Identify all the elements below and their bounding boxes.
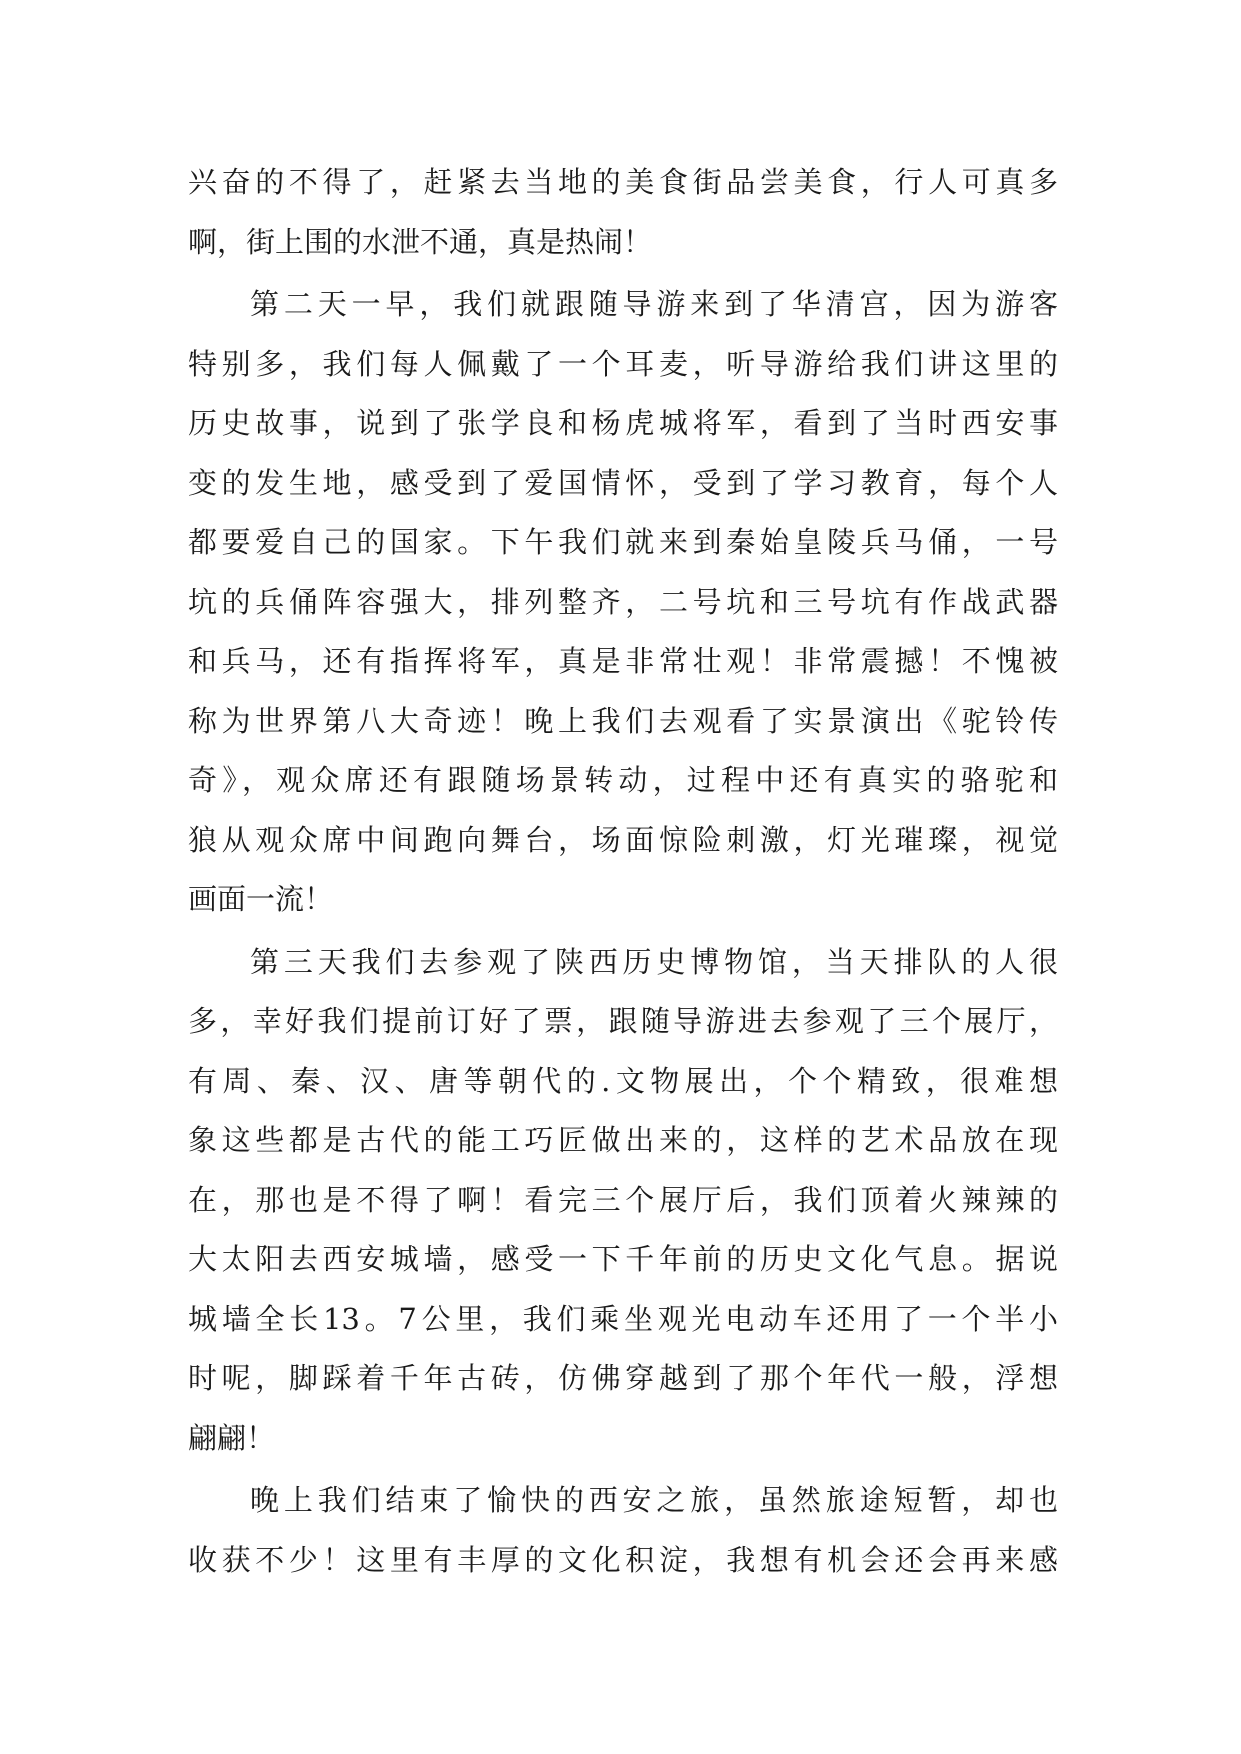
body-text (188, 153, 1058, 1590)
text-line: 历史故事，说到了张学良和杨虎城将军，看到了当时西安事 (188, 406, 1058, 440)
text-line: 在，那也是不得了啊！看完三个展厅后，我们顶着火辣辣的 (188, 1182, 1058, 1217)
text-line: 坑的兵俑阵容强大，排列整齐，二号坑和三号坑有作战武器 (188, 584, 1058, 619)
text-line: 和兵马，还有指挥将军，真是非常壮观！非常震撼！不愧被 (188, 644, 1058, 678)
text-line: 城墙全长13。7公里，我们乘坐观光电动车还用了一个半小 (188, 1301, 1058, 1336)
text-line: 奇》，观众席还有跟随场景转动，过程中还有真实的骆驼和 (188, 763, 1058, 797)
text-line: 狼从观众席中间跑向舞台，场面惊险刺激，灯光璀璨，视觉 (188, 822, 1058, 857)
text-line: 翩翩！ (188, 1420, 276, 1455)
text-line: 时呢，脚踩着千年古砖，仿佛穿越到了那个年代一般，浮想 (188, 1361, 1058, 1395)
text-line: 有周、秦、汉、唐等朝代的.文物展出，个个精致，很难想 (188, 1063, 1058, 1098)
paragraph-start-line: 晚上我们结束了愉快的西安之旅，虽然旅途短暂，却也 (250, 1483, 1058, 1517)
text-line: 都要爱自己的国家。下午我们就来到秦始皇陵兵马俑，一号 (188, 525, 1058, 559)
text-line: 称为世界第八大奇迹！晚上我们去观看了实景演出《驼铃传 (188, 703, 1058, 738)
text-line: 画面一流！ (188, 882, 334, 916)
paragraph-start-line: 第二天一早，我们就跟随导游来到了华清宫，因为游客 (250, 287, 1058, 321)
text-line: 兴奋的不得了，赶紧去当地的美食街品尝美食，行人可真多 (188, 165, 1058, 199)
text-line: 多，幸好我们提前订好了票，跟随导游进去参观了三个展厅， (188, 1004, 1058, 1038)
text-line: 收获不少！这里有丰厚的文化积淀，我想有机会还会再来感 (188, 1542, 1058, 1577)
text-line: 变的发生地，感受到了爱国情怀，受到了学习教育，每个人 (188, 465, 1058, 500)
text-line: 大太阳去西安城墙，感受一下千年前的历史文化气息。据说 (188, 1242, 1058, 1276)
text-line: 特别多，我们每人佩戴了一个耳麦，听导游给我们讲这里的 (188, 346, 1058, 381)
paragraph-start-line: 第三天我们去参观了陕西历史博物馆，当天排队的人很 (250, 944, 1058, 979)
text-line: 啊，街上围的水泄不通，真是热闹！ (188, 224, 653, 259)
text-line: 象这些都是古代的能工巧匠做出来的，这样的艺术品放在现 (188, 1123, 1058, 1157)
